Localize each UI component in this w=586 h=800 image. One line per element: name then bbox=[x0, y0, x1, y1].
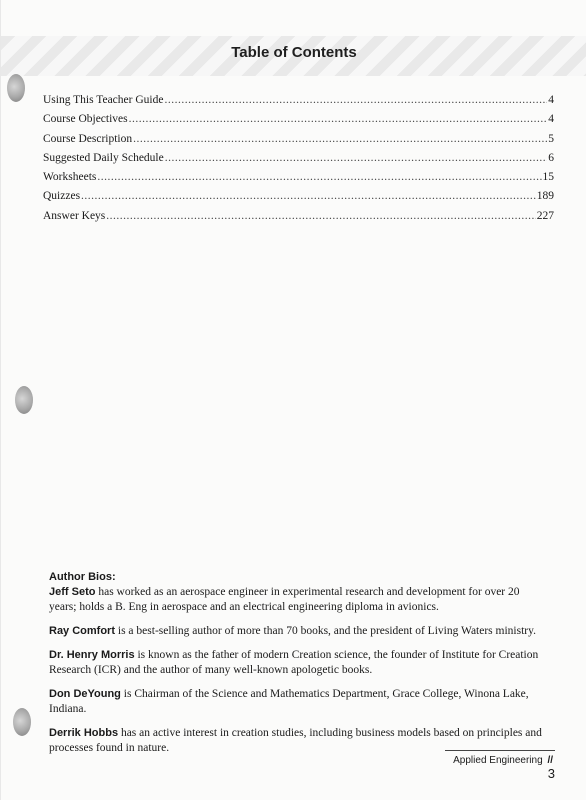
author-bios-heading: Author Bios: bbox=[49, 571, 116, 583]
author-bio bbox=[49, 624, 549, 639]
binder-hole bbox=[7, 74, 25, 102]
toc-entry-label: Using This Teacher Guide bbox=[43, 94, 164, 106]
toc-entry-page: 4 bbox=[548, 113, 554, 126]
toc-entry-label: Quizzes bbox=[43, 190, 81, 203]
toc-entry-page: 4 bbox=[548, 94, 554, 106]
toc-leader-dots bbox=[106, 210, 535, 222]
toc-entry-page: 5 bbox=[548, 132, 554, 145]
toc-entry[interactable] bbox=[43, 113, 554, 132]
toc-entry-label: Course Description bbox=[43, 132, 133, 145]
toc-entry[interactable] bbox=[43, 171, 554, 190]
toc-entry[interactable] bbox=[43, 210, 554, 229]
toc-entry-label: Worksheets bbox=[43, 171, 97, 184]
toc-leader-dots bbox=[133, 133, 547, 145]
page-number: 3 bbox=[547, 766, 555, 781]
author-name: Jeff Seto bbox=[49, 586, 96, 598]
toc-entry[interactable] bbox=[43, 133, 554, 152]
toc-entry-label: Suggested Daily Schedule bbox=[43, 151, 164, 164]
author-name: Don DeYoung bbox=[49, 688, 121, 700]
toc-entry[interactable] bbox=[43, 94, 554, 113]
author-bio-text: is known as the father of modern Creation science, the founder of Institute for Creation Research (ICR) and the author of many well-known apologetic books. bbox=[49, 649, 539, 676]
toc-entry-label: Course Objectives bbox=[43, 113, 128, 126]
author-bio-text: has worked as an aerospace engineer in experimental research and development for over 20 years; holds a B. Eng in aerospace and an electrical engineering diploma in avionics. bbox=[49, 586, 520, 613]
toc-entry-page: 15 bbox=[542, 171, 554, 184]
author-name: Ray Comfort bbox=[49, 625, 116, 637]
author-bio-text: is Chairman of the Science and Mathematics Department, Grace College, Winona Lake, Indiana. bbox=[49, 688, 529, 715]
author-name: Dr. Henry Morris bbox=[49, 649, 135, 661]
toc-entry[interactable] bbox=[43, 152, 554, 171]
author-bio-text: is a best-selling author of more than 70 books, and the president of Living Waters ministry. bbox=[115, 625, 536, 637]
page-title: Table of Contents bbox=[231, 44, 357, 61]
author-bios bbox=[49, 570, 549, 765]
toc-leader-dots bbox=[165, 152, 548, 164]
toc-entry-page: 227 bbox=[536, 209, 554, 222]
author-bio bbox=[49, 648, 549, 678]
page-footer bbox=[445, 750, 555, 781]
toc-entry-label: Answer Keys bbox=[43, 209, 106, 222]
table-of-contents bbox=[43, 94, 554, 229]
author-bio-text: has an active interest in creation studies, including business models based on principles and processes found in nature. bbox=[49, 727, 542, 754]
toc-leader-dots bbox=[164, 94, 547, 106]
author-bio bbox=[49, 687, 549, 717]
toc-leader-dots bbox=[97, 171, 541, 183]
toc-leader-dots bbox=[129, 113, 548, 125]
author-name: Derrik Hobbs bbox=[49, 727, 119, 739]
author-bio bbox=[49, 585, 549, 615]
binder-hole bbox=[15, 386, 33, 414]
binder-hole bbox=[13, 708, 31, 736]
footer-separator: // bbox=[547, 755, 553, 766]
toc-entry-page: 189 bbox=[536, 190, 554, 203]
toc-leader-dots bbox=[81, 190, 536, 202]
toc-entry[interactable] bbox=[43, 190, 554, 209]
footer-book-title: Applied Engineering bbox=[453, 755, 543, 766]
toc-entry-page: 6 bbox=[548, 151, 554, 164]
